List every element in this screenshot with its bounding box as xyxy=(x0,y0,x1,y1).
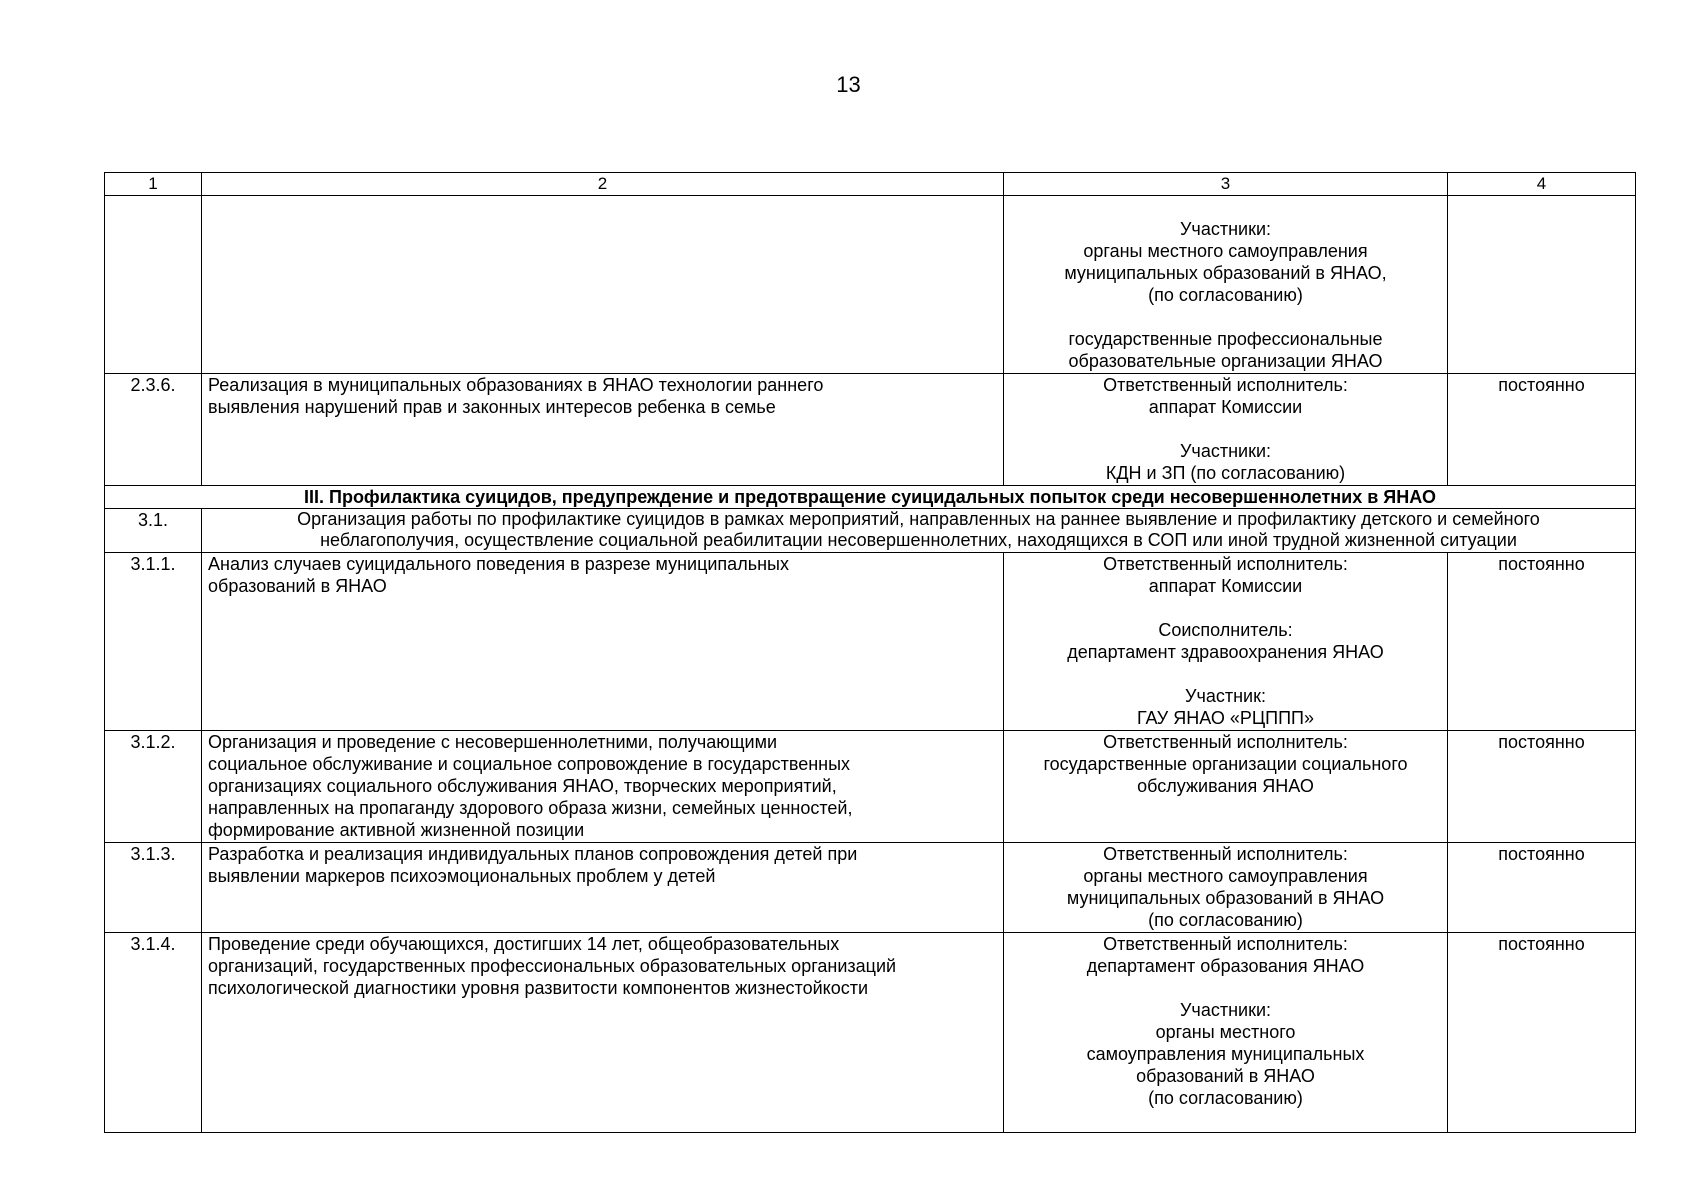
description-line: социальное обслуживание и социальное сопровождение в государственных xyxy=(208,754,851,774)
row-term: постоянно xyxy=(1448,374,1636,486)
row-description xyxy=(202,553,1004,731)
row-number: 3.1. xyxy=(105,509,202,553)
description-line: психологической диагностики уровня развитости компонентов жизнестойкости xyxy=(208,978,869,998)
executor-line: органы местного самоуправления xyxy=(1083,241,1368,261)
table-row xyxy=(105,731,1636,843)
executor-line: ГАУ ЯНАО «РЦППП» xyxy=(1137,708,1314,728)
table-row xyxy=(105,933,1636,1133)
row-term: постоянно xyxy=(1448,553,1636,731)
row-executors xyxy=(1004,553,1448,731)
executor-line: муниципальных образований в ЯНАО, xyxy=(1064,263,1387,283)
executor-line: образовательные организации ЯНАО xyxy=(1068,351,1383,371)
executor-line: Участник: xyxy=(1185,686,1266,706)
description-line: Разработка и реализация индивидуальных планов сопровождения детей при xyxy=(208,844,858,864)
row-number xyxy=(105,196,202,374)
row-description xyxy=(202,933,1004,1133)
column-header-3: 3 xyxy=(1004,173,1448,196)
row-term: постоянно xyxy=(1448,843,1636,933)
row-description xyxy=(202,843,1004,933)
executor-line: государственные профессиональные xyxy=(1068,329,1383,349)
executor-line: аппарат Комиссии xyxy=(1148,397,1303,417)
description-line: Анализ случаев суицидального поведения в разрезе муниципальных xyxy=(208,554,789,574)
row-number: 3.1.2. xyxy=(105,731,202,843)
column-header-2: 2 xyxy=(202,173,1004,196)
action-plan-table xyxy=(104,172,1636,1133)
row-term: постоянно xyxy=(1448,933,1636,1133)
executor-line: Ответственный исполнитель: xyxy=(1103,554,1348,574)
description-line: Организация и проведение с несовершеннолетними, получающими xyxy=(208,732,778,752)
subsection-row xyxy=(105,509,1636,553)
row-executors xyxy=(1004,731,1448,843)
table-row xyxy=(105,553,1636,731)
description-line: направленных на пропаганду здорового образа жизни, семейных ценностей, xyxy=(208,798,853,818)
column-header-4: 4 xyxy=(1448,173,1636,196)
executor-line: Участники: xyxy=(1180,441,1271,461)
description-line: образований в ЯНАО xyxy=(208,576,387,596)
executor-line: департамент образования ЯНАО xyxy=(1086,956,1365,976)
description-line: формирование активной жизненной позиции xyxy=(208,820,585,840)
executor-line: (по согласованию) xyxy=(1148,1088,1303,1108)
row-executors xyxy=(1004,374,1448,486)
executor-line: Участники: xyxy=(1180,219,1271,239)
description-line: выявлении маркеров психоэмоциональных проблем у детей xyxy=(208,866,716,886)
description-line: организациях социального обслуживания ЯНАО, творческих мероприятий, xyxy=(208,776,837,796)
row-description xyxy=(202,374,1004,486)
description-line: организаций, государственных профессиональных образовательных организаций xyxy=(208,956,897,976)
executor-line: государственные организации социального xyxy=(1043,754,1408,774)
section-heading-row xyxy=(105,486,1636,509)
column-header-1: 1 xyxy=(105,173,202,196)
page-number: 13 xyxy=(836,72,861,97)
row-description xyxy=(202,196,1004,374)
table-row xyxy=(105,843,1636,933)
executor-line: образований в ЯНАО xyxy=(1136,1066,1315,1086)
section-heading: III. Профилактика суицидов, предупреждение и предотвращение суицидальных попыток среди несовершеннолетних в ЯНАО xyxy=(105,486,1636,509)
subsection-line: неблагополучия, осуществление социальной реабилитации несовершеннолетних, находящихся в СОП или иной трудной жизненной ситуации xyxy=(320,530,1517,550)
executor-line: Соисполнитель: xyxy=(1158,620,1293,640)
executor-line: аппарат Комиссии xyxy=(1148,576,1303,596)
executor-line: (по согласованию) xyxy=(1148,910,1303,930)
row-number: 2.3.6. xyxy=(105,374,202,486)
executor-line: самоуправления муниципальных xyxy=(1086,1044,1365,1064)
executor-line: Ответственный исполнитель: xyxy=(1103,732,1348,752)
row-number: 3.1.4. xyxy=(105,933,202,1133)
column-number-row xyxy=(105,173,1636,196)
executor-line: КДН и ЗП (по согласованию) xyxy=(1105,463,1346,483)
executor-line: Ответственный исполнитель: xyxy=(1103,375,1348,395)
subsection-line: Организация работы по профилактике суицидов в рамках мероприятий, направленных на раннее выявление и профилактику детского и семейного xyxy=(297,509,1540,529)
executor-line: органы местного xyxy=(1155,1022,1296,1042)
row-executors xyxy=(1004,933,1448,1133)
row-executors xyxy=(1004,843,1448,933)
table-row xyxy=(105,374,1636,486)
executor-line: Ответственный исполнитель: xyxy=(1103,934,1348,954)
executor-line: Ответственный исполнитель: xyxy=(1103,844,1348,864)
executor-line: муниципальных образований в ЯНАО xyxy=(1066,888,1385,908)
executor-line: департамент здравоохранения ЯНАО xyxy=(1067,642,1384,662)
description-line: Проведение среди обучающихся, достигших 14 лет, общеобразовательных xyxy=(208,934,840,954)
description-line: выявления нарушений прав и законных интересов ребенка в семье xyxy=(208,397,776,417)
executor-line: Участники: xyxy=(1180,1000,1271,1020)
row-term xyxy=(1448,196,1636,374)
executor-line: (по согласованию) xyxy=(1148,285,1303,305)
executor-line: обслуживания ЯНАО xyxy=(1137,776,1314,796)
executor-line: органы местного самоуправления xyxy=(1083,866,1368,886)
subsection-text xyxy=(202,509,1636,553)
row-term: постоянно xyxy=(1448,731,1636,843)
row-executors xyxy=(1004,196,1448,374)
row-description xyxy=(202,731,1004,843)
table-row xyxy=(105,196,1636,374)
row-number: 3.1.1. xyxy=(105,553,202,731)
row-number: 3.1.3. xyxy=(105,843,202,933)
description-line: Реализация в муниципальных образованиях в ЯНАО технологии раннего xyxy=(208,375,824,395)
